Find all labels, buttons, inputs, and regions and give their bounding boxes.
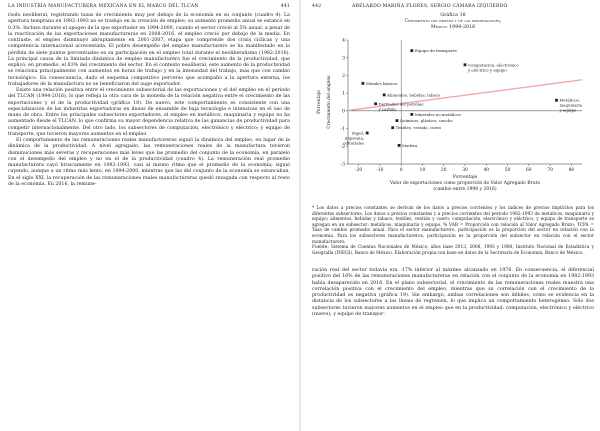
left-body-text: [8, 13, 290, 188]
point-label: Alimentos, bebidas, tabaco: [387, 92, 441, 98]
y-tick-label: 3: [342, 56, 345, 62]
right-body-text: [312, 268, 594, 318]
right-running-header: [312, 4, 594, 13]
point-label: y eléctrico y equipo: [468, 67, 507, 73]
data-point: [410, 49, 413, 52]
left-paragraph-2: Existe una relación positiva entre el crecimiento subsectorial de las exportaciones y el del empleo en el periodo del TLCAN (1994-2016), lo que refleja la otra cara de la moneda de la relación negativa entre el crecimiento de las exportaciones y el de la productividad (gráfica 18). De nuevo, este comportamiento es consistente con una especialización de las industrias exportadoras en líneas de ensamble de baja tecnología e intensivas en el uso de mano de obra. Entre los principales subsectores exportadores, el empleo en metálicos, maquinaria y equipo no ha aumentado desde el TLCAN, lo que confirma su mayor dependencia relativa de las ganancias de productividad para competir internacionalmente. Del otro lado, los subsectores de computación, electrónico y eléctrico; y equipo de transporte, que tuvieron mayores aumentos en el empleo.: [8, 88, 290, 137]
data-point: [396, 119, 399, 122]
figure-note-1: * Los datos a precios constantes se derivan de los datos a precios corrientes y los índices de precios implícitos para los diferentes subsectores. Los datos a precios constantes y a precios corrientes del periodo 1982-1993 de metálicos, maquinaria y equipo; alimentos, bebidas y tabaco; textiles, vestido y cuero; computación, electrónico y eléctrico; y equipo de transporte se agregan en un subsector: metálicos, maquinaria y equipo. % VAB = Proporción con relación al Valor Agregado Bruto; TCPA = Tasa de cambio promedio anual. Para el sector manufacturero, participación es la proporción del sector en relación con la economía. Para los subsectores manufactureros, participación es la proporción del subsector en relación con el sector manufacturero.: [312, 206, 594, 245]
point-label: Madera: [402, 142, 418, 148]
data-point: [410, 113, 413, 116]
x-tick-label: 60: [526, 168, 532, 173]
point-label: y equipo: [559, 107, 577, 113]
x-axis-unit: Porcentaje: [452, 175, 478, 180]
data-point: [464, 63, 467, 66]
point-label: y carbón: [378, 106, 396, 112]
x-tick-label: 20: [440, 168, 447, 173]
left-paragraph-1: riodo neoliberal, registrando tasas de crecimiento muy por debajo de la economía en su conjunto (cuadro 4). La apertura temprana en 1982-1993 no se tradujo en la creación de empleo; su aumento promedio anual se estancó en 0.3%. Incluso durante el apogeo de la que exportador en 1994-2000, cuando el sector creció al 5% anual, a pesar de la reactivación de las exportaciones manufactureras en 2008-2016, el empleo creció por debajo de la media. En contraste, el empleo disminuyó abruptamente en 2001-2007, etapa que comprende dos crisis cíclicas y una competencia internacional acrecentada. El pobre desempeño del empleo manufacturero se ha manifestado en la pérdida de siete puntos porcentuales en su participación en el empleo total durante el neoliberalismo (1982-2016). La principal causa de la limitada dinámica de empleo manufacturero fue el crecimiento de la productividad, que explicó, en promedio, el 83% del crecimiento del sector. En el contexto neoliberal, este aumento de la productividad se relaciona principalmente con aumentos en horas de trabajo y en la intensidad del trabajo, más que con cambio tecnológico. En consecuencia, dado el esquema competitivo perverso que acompañó a la apertura externa, los trabajadores de la manufactura no se beneficiaron del auge exportador.: [8, 13, 290, 87]
x-tick-label: 80: [568, 168, 575, 173]
point-label: Derivados del petróleo: [378, 101, 424, 107]
y-tick-label: -1: [340, 127, 345, 133]
left-header-title: LA INDUSTRIA MANUFACTURERA MEXICANA EN EL MARCO DEL TLCAN: [8, 4, 199, 9]
x-axis-title-line-2: (cambio entre 1998 y 2016): [433, 187, 497, 192]
left-running-header: [8, 4, 290, 13]
point-label: Metales básicos: [365, 80, 398, 86]
point-label: Papel,: [352, 130, 365, 136]
right-header-title: ABELARDO MARIÑA FLORES, SERGIO CÁMARA IZQUIERDO: [352, 4, 508, 9]
left-page-number: 441: [280, 4, 290, 9]
point-label: maquinaria: [559, 102, 582, 108]
data-point: [374, 102, 377, 105]
point-label: Metálicos,: [559, 97, 580, 103]
y-tick-label: 2: [342, 74, 345, 80]
y-axis-title: Crecimiento del empleo: [327, 75, 332, 129]
y-tick-label: 0: [342, 109, 345, 115]
figure-notes: [312, 206, 594, 256]
point-label: imprenta,: [344, 135, 365, 141]
figure-title-block: [312, 13, 594, 31]
figure-source: Fuente: Sistema de Cuentas Nacionales de México, años base 2013, 2008, 1993 y 1980, Instituto Nacional de Estadística y Geografía (INEGI), Banco de México. Elaboración propia con base en datos de la Secretaría de Economía, Banco de México.: [312, 245, 594, 256]
y-tick-label: 1: [342, 91, 345, 97]
figure-title-line-2: México: 1994-2016: [430, 25, 476, 30]
data-point: [366, 132, 369, 135]
x-tick-label: -20: [355, 168, 363, 173]
point-label: Minerales no metálicos: [414, 111, 461, 117]
right-page: [312, 0, 594, 431]
x-tick-label: 30: [462, 168, 468, 173]
x-tick-label: -10: [376, 168, 384, 173]
left-paragraph-3: El comportamiento de las remuneraciones reales manufactureras siguió la dinámica del empleo, en lugar de la dinámica de la productividad. A nivel agregado, las remuneraciones reales de la manufactura tuvieron disminuciones más severas y recuperaciones más leves que las promedio del conjunto de la economía, en paralelo con el desempeño del empleo y no en el de la productividad (cuadro 4). La remuneración real promedio manufacturera cayó bruscamente en 1982-1993, casi al mismo ritmo que el promedio de la economía; siguió cayendo, aunque a un ritmo más lento, en 1994-2000, mientras que las del conjunto de la economía se estancaban. En el siglo XXI, la recuperación de las remuneraciones reales manufactureras quedó rezagada con respecto al resto de la economía. En 2016, la remune-: [8, 138, 290, 187]
y-axis-unit: Porcentaje: [317, 90, 322, 114]
right-page-number: 442: [312, 4, 322, 9]
data-point: [398, 144, 401, 147]
x-axis-title-line-1: Valor de exportaciones como proporción de Valor Agregado Bruto: [389, 181, 541, 186]
figure-label: Gráfica 18: [440, 13, 466, 18]
x-tick-label: 10: [419, 168, 426, 173]
scatter-chart: [312, 32, 594, 202]
data-point: [555, 99, 558, 102]
y-tick-label: -3: [340, 162, 345, 168]
point-label: Textiles, vestido, cuero: [395, 125, 442, 131]
point-label: Computación, electrónico: [468, 62, 519, 68]
y-tick-label: 4: [342, 38, 345, 44]
data-point: [383, 94, 386, 97]
point-label: Equipo de transporte: [414, 48, 457, 54]
x-tick-label: 40: [483, 168, 490, 173]
point-label: editoriales: [343, 140, 365, 146]
x-tick-label: 0: [399, 168, 403, 173]
chart-layer: [317, 38, 583, 192]
data-point: [391, 126, 394, 129]
y-tick-label: -2: [340, 144, 345, 150]
figure-title-line-1: Crecimiento del empleo y de las exportaciones,: [404, 19, 502, 24]
x-tick-label: 70: [547, 168, 553, 173]
right-paragraph-1: ración real del sector todavía era -17% inferior al máximo alcanzado en 1976. En consecuencia, el diferencial positivo del 16% de las remuneraciones manufactureras en relación con el conjunto de la economía en 1982-1993 había desaparecido en 2016. En el plano subsectorial, el crecimiento de las remuneraciones reales muestra una correlación positiva con el crecimiento del empleo, mientras que su correlación con el crecimiento de la productividad es negativa (gráfica 19). Sin embargo, ambas correlaciones son débiles, como se evidencia en la distancia de los subsectores a las líneas de regresión, lo que implica un comportamiento heterogéneo. Sólo dos subsectores tuvieron mayores aumentos en el empleo que en la productividad: computación, electrónico y eléctrico (nueve); y equipo de transpor-: [312, 268, 594, 317]
left-page: [8, 0, 290, 431]
page-gutter: [299, 0, 301, 431]
point-label: Químicos, plástico, caucho: [399, 118, 453, 124]
data-point: [361, 82, 364, 85]
x-tick-label: 50: [504, 168, 511, 173]
